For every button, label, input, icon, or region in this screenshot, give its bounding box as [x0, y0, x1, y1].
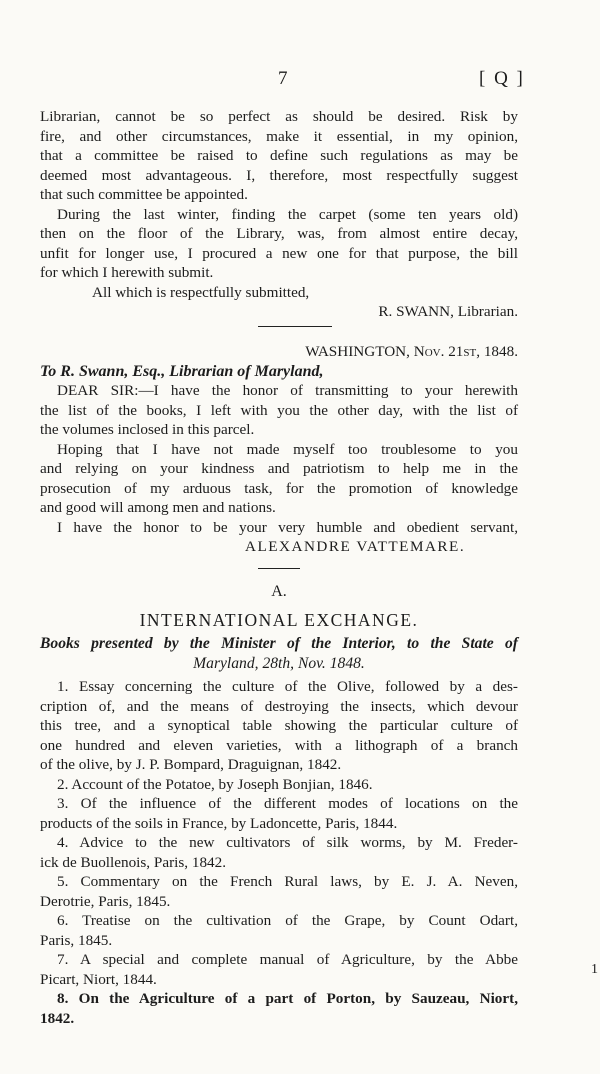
letter-line: the volumes inclosed in this parcel.: [40, 421, 255, 438]
page-number: 7: [278, 68, 288, 89]
book-list-line: cription of, and the means of destroying the insects, which devour: [40, 697, 518, 715]
letter-line: prosecution of my arduous task, for the promotion of knowledge: [40, 479, 518, 497]
letter-line: I have the honor to be your very humble and obedient servant,: [57, 518, 518, 536]
report-line: that such committee be appointed.: [40, 186, 248, 203]
report-line: During the last winter, finding the carpet (some ten years old): [57, 205, 518, 223]
subtitle-line: Books presented by the Minister of the Interior, to the State of: [40, 635, 518, 652]
report-line: for which I herewith submit.: [40, 264, 214, 281]
book-list-line: 3. Of the influence of the different modes of locations on the: [57, 795, 518, 812]
book-list-line: products of the soils in France, by Ladoncette, Paris, 1844.: [40, 814, 398, 832]
letter-section: [40, 342, 518, 557]
report-line: All which is respectfully submitted,: [92, 283, 310, 301]
letter-salutation: DEAR SIR: [57, 382, 135, 399]
book-list-line: 2. Account of the Potatoe, by Joseph Bonjian, 1846.: [57, 775, 373, 793]
book-list-line: 1842.: [40, 1009, 75, 1027]
appendix-title: INTERNATIONAL EXCHANGE.: [139, 610, 419, 630]
margin-mark: 1: [591, 962, 598, 977]
section-divider: [258, 568, 300, 569]
book-list-line: of the olive, by J. P. Bompard, Draguignan, 1842.: [40, 756, 342, 773]
letter-signature: ALEXANDRE VATTEMARE.: [245, 538, 466, 555]
report-line: deemed most advantageous. I, therefore, most respectfully suggest: [40, 166, 518, 184]
book-list-line: 5. Commentary on the French Rural laws, by E. J. A. Neven,: [57, 873, 518, 890]
book-list-line: 4. Advice to the new cultivators of silk worms, by M. Freder-: [57, 834, 518, 851]
letter-line: the list of the books, I left with you the other day, with the list of: [40, 401, 518, 419]
book-list: [40, 677, 518, 1028]
letter-line: Hoping that I have not made myself too troublesome to you: [57, 440, 518, 458]
report-line: Librarian, cannot be so perfect as should be desired. Risk by: [40, 108, 518, 125]
report-line: then on the floor of the Library, was, from almost entire decay,: [40, 225, 518, 242]
letter-line: and good will among men and nations.: [40, 499, 276, 516]
letter-dateline: WASHINGTON, Nov. 21st, 1848.: [305, 343, 518, 360]
book-list-line: ick de Buollenois, Paris, 1842.: [40, 853, 227, 871]
report-signature: R. SWANN, Librarian.: [378, 303, 518, 320]
book-list-line: one hundred and eleven varieties, with a lithograph of a branch: [40, 736, 518, 754]
report-line: fire, and other circumstances, make it essential, in my opinion,: [40, 127, 518, 145]
book-list-line: 6. Treatise on the cultivation of the Grape, by Count Odart,: [57, 912, 518, 929]
report-section: [40, 107, 518, 322]
signature-mark: [ Q ]: [479, 68, 525, 89]
page-header: [0, 68, 600, 92]
letter-addressee: To R. Swann, Esq., Librarian of Maryland,: [40, 362, 324, 380]
appendix-letter: A.: [271, 583, 287, 600]
book-list-line: Derotrie, Paris, 1845.: [40, 892, 171, 910]
report-line: that a committee be raised to define such regulations as may be: [40, 147, 518, 164]
section-divider: [258, 326, 332, 327]
book-list-line: 1. Essay concerning the culture of the Olive, followed by a des-: [57, 678, 518, 695]
report-line: unfit for longer use, I procured a new one for that purpose, the bill: [40, 244, 518, 262]
book-list-line: this tree, and a synoptical table showing the particular culture of: [40, 717, 518, 734]
book-list-line: Paris, 1845.: [40, 931, 113, 949]
book-list-line: 7. A special and complete manual of Agriculture, by the Abbe: [57, 951, 518, 968]
book-list-line: Picart, Niort, 1844.: [40, 970, 157, 988]
letter-line: and relying on your kindness and patriotism to help me in the: [40, 460, 518, 477]
appendix-subtitle: [40, 634, 518, 673]
subtitle-line: Maryland, 28th, Nov. 1848.: [193, 654, 365, 672]
letter-line: :—I have the honor of transmitting to your herewith: [134, 382, 518, 399]
book-list-line: 8. On the Agriculture of a part of Porton, by Sauzeau, Niort,: [57, 990, 518, 1007]
